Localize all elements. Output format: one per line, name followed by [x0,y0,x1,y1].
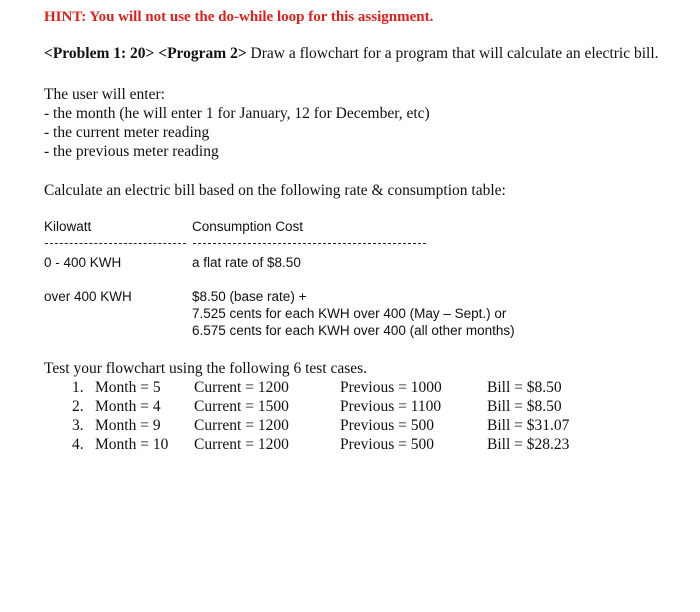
user-input-item: - the previous meter reading [44,143,219,160]
test-case-previous: Previous = 500 [340,417,434,434]
test-case-previous: Previous = 1000 [340,379,442,396]
rate-table-header-kilowatt: Kilowatt [44,219,92,234]
problem-text: Draw a flowchart for a program that will calculate an electric bill. [250,45,659,62]
hint-heading: HINT: You will not use the do-while loop for this assignment. [44,9,434,25]
problem-tag: <Problem 1: 20> [44,45,155,62]
test-case-month: Month = 4 [95,398,161,415]
test-case-bill: Bill = $8.50 [487,398,562,415]
rate-row-cost: 7.525 cents for each KWH over 400 (May – Sept.) or [192,306,507,321]
test-case-current: Current = 1200 [194,379,289,396]
test-case-previous: Previous = 1100 [340,398,442,415]
user-input-item: - the month (he will enter 1 for January, 12 for December, etc) [44,105,430,122]
rate-table-header-cost: Consumption Cost [192,219,304,234]
table-divider [193,243,426,244]
test-case-bill: Bill = $31.07 [487,417,570,434]
user-input-item: - the current meter reading [44,124,210,141]
test-case-current: Current = 1500 [194,398,289,415]
test-case-number: 1. [72,379,84,396]
rate-row-cost: a flat rate of $8.50 [192,255,301,270]
test-case-bill: Bill = $28.23 [487,436,570,453]
user-input-intro: The user will enter: [44,86,165,103]
test-case-current: Current = 1200 [194,436,289,453]
test-case-month: Month = 10 [95,436,169,453]
problem-line [44,45,659,63]
program-tag: <Program 2> [158,45,247,62]
test-case-current: Current = 1200 [194,417,289,434]
test-intro: Test your flowchart using the following 6 test cases. [44,360,368,377]
test-case-bill: Bill = $8.50 [487,379,562,396]
test-case-previous: Previous = 500 [340,436,434,453]
rate-row-kilowatt: over 400 KWH [44,289,132,304]
test-case-number: 2. [72,398,84,415]
test-case-month: Month = 5 [95,379,161,396]
table-divider [45,243,186,244]
test-case-number: 3. [72,417,84,434]
test-case-number: 4. [72,436,84,453]
rate-row-kilowatt: 0 - 400 KWH [44,255,122,270]
rate-row-cost: $8.50 (base rate) + [192,289,307,304]
calc-instructions: Calculate an electric bill based on the following rate & consumption table: [44,182,506,199]
rate-row-cost: 6.575 cents for each KWH over 400 (all other months) [192,323,515,338]
test-case-month: Month = 9 [95,417,161,434]
